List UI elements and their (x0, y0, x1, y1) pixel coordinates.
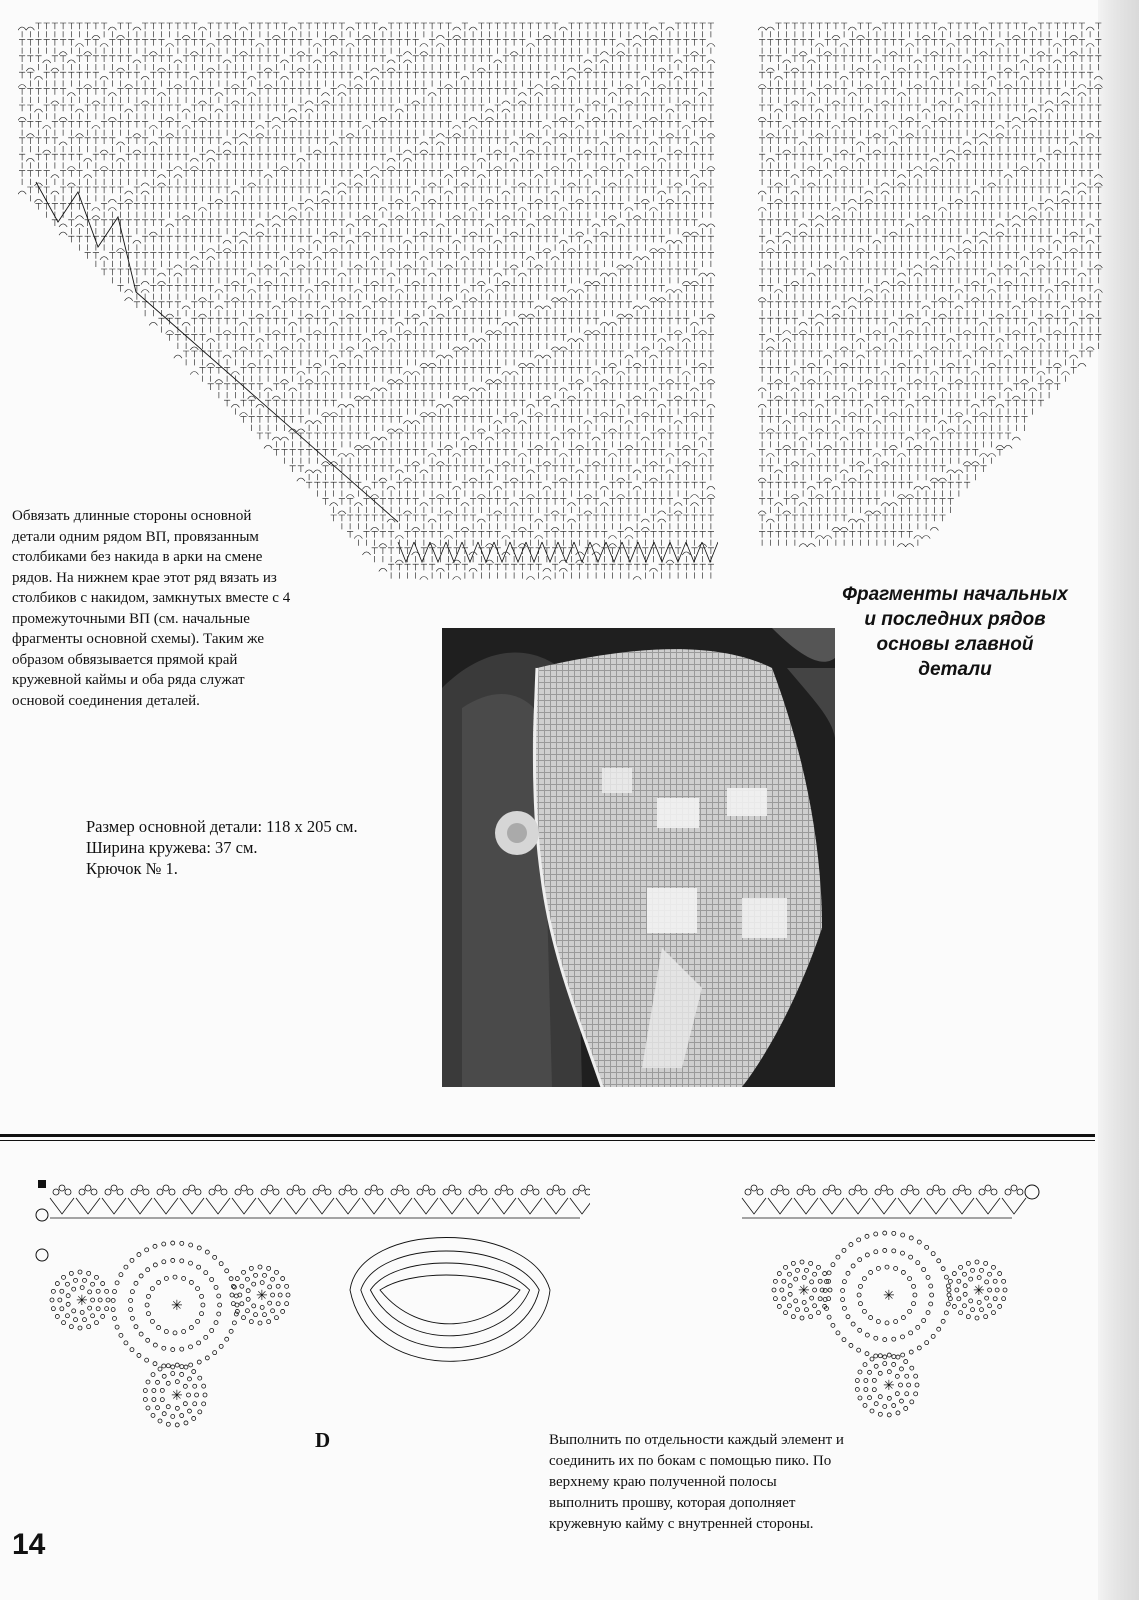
chart-lace-right (732, 1180, 1062, 1450)
size-main-part: Размер основной детали: 118 х 205 см. (86, 817, 358, 836)
center-marker-icon: ✳ (883, 1289, 895, 1304)
small-rosette-bottom (143, 1363, 207, 1427)
instructions-main: Обвязать длинные стороны основной детали одним рядом ВП, провязанным столбиками без накида в арки на смене рядов. На нижнем крае этот ряд вязать из столбиков с накидом, замкнутых вместе с 4 промежуточными ВП (см. начальные фрагменты основной схемы). Таким же образом обвязывается прямой край кружевной каймы и оба ряда служат основой соединения деталей. (12, 508, 291, 709)
center-marker-icon: ✳ (76, 1294, 88, 1309)
motif-label: D (315, 1428, 331, 1452)
page-number: 14 (12, 1528, 46, 1561)
center-marker-icon: ✳ (256, 1289, 268, 1304)
filet-grid (758, 23, 1102, 547)
small-rosette-left (50, 1270, 110, 1330)
edge-arrow-line (36, 182, 398, 522)
center-marker-icon: ✳ (171, 1299, 183, 1314)
chart-main-end (758, 22, 1103, 552)
filet-grid (18, 23, 715, 580)
rosette-motif-right (823, 1231, 951, 1359)
picot-edging (742, 1185, 1026, 1218)
size-hook: Крючок № 1. (86, 859, 178, 878)
small-rosette-bottom (855, 1353, 919, 1417)
size-lace-width: Ширина кружева: 37 см. (86, 838, 258, 857)
end-marker-icon (1025, 1185, 1039, 1199)
start-marker-icon (38, 1180, 46, 1188)
center-marker-icon: ✳ (171, 1389, 183, 1404)
leaf-motif-d (350, 1238, 550, 1362)
page-gutter (1098, 0, 1139, 1600)
lace-photo (442, 628, 835, 1087)
center-marker-icon: ✳ (798, 1284, 810, 1299)
end-marker-icon (36, 1249, 48, 1261)
join-marker-icon (36, 1209, 48, 1221)
small-rosette-right (947, 1260, 1007, 1320)
instructions-lace: Выполнить по отдельности каждый элемент и соединить их по бокам с помощью пико. По верхнему краю полученной полосы выполнить прошву, которая дополняет кружевную кайму с внутренней стороны. (549, 1432, 844, 1532)
section-divider (0, 1134, 1095, 1137)
picot-edging (50, 1185, 590, 1218)
figure-caption: Фрагменты начальных и последних рядов основы главной детали (842, 584, 1068, 680)
small-rosette-right (230, 1265, 290, 1325)
center-marker-icon: ✳ (973, 1284, 985, 1299)
chart-lace-left (30, 1180, 590, 1480)
section-divider-thin (0, 1140, 1095, 1141)
size-info (86, 816, 358, 879)
chart-main-start (18, 22, 718, 582)
rosette-motif (111, 1241, 239, 1369)
center-marker-icon: ✳ (883, 1379, 895, 1394)
